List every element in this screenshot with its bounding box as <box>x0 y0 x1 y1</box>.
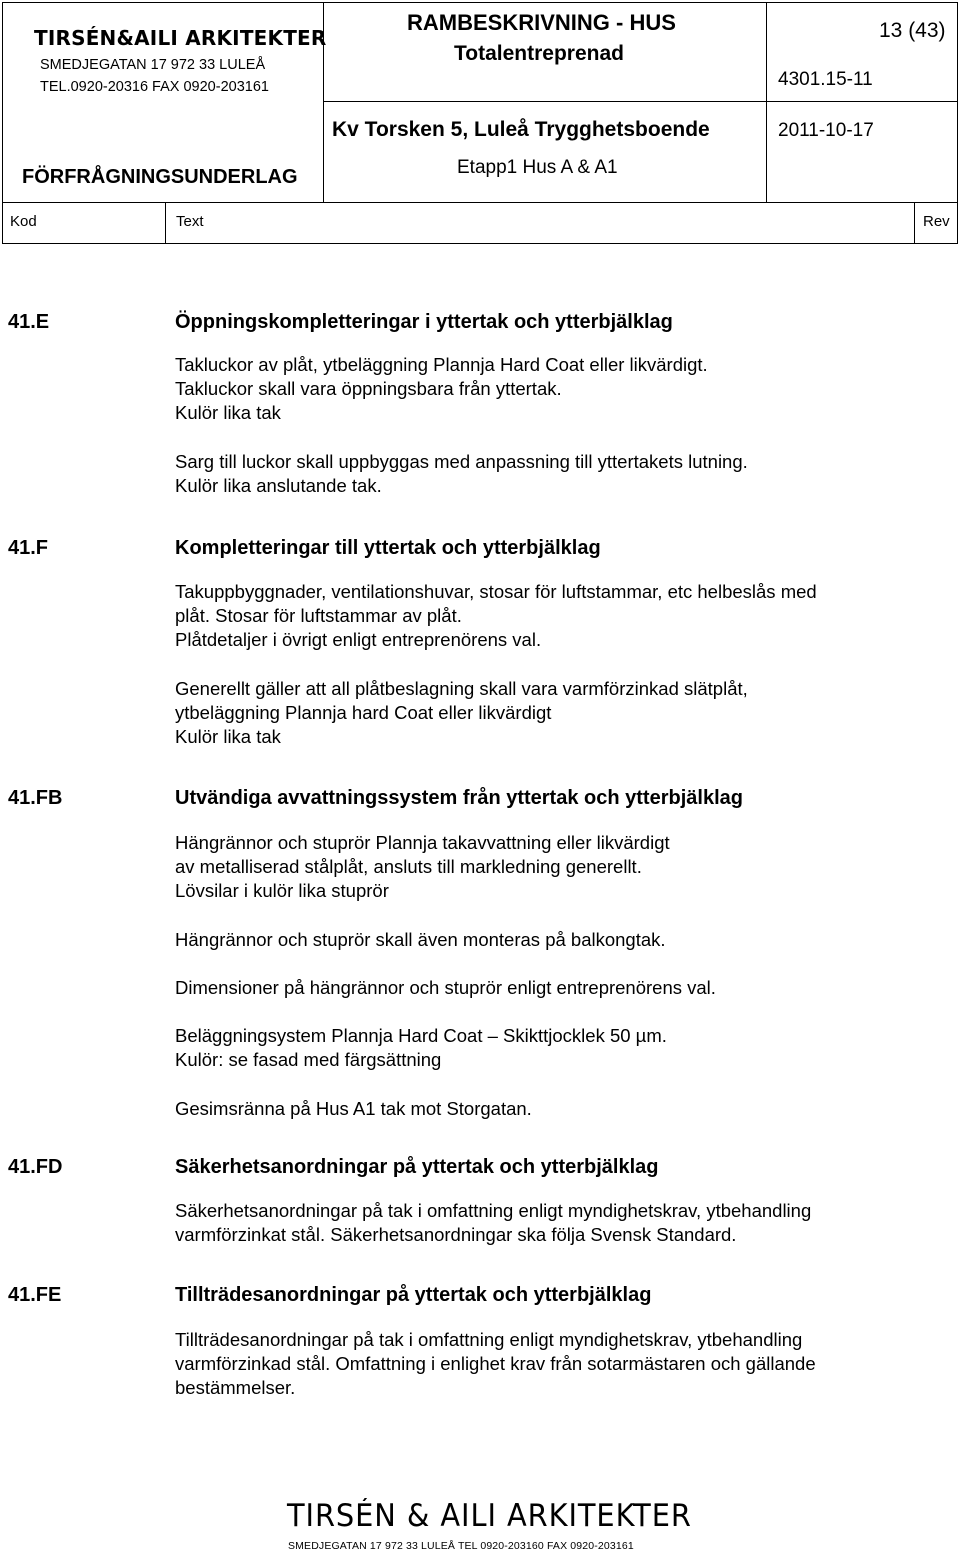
header-divider-columns <box>2 202 958 203</box>
section-heading: Säkerhetsanordningar på yttertak och ytterbjälklag <box>175 1156 659 1178</box>
section-line: varmförzinkad stål. Omfattning i enlighet krav från sotarmästaren och gällande <box>175 1353 816 1374</box>
company-logo: TIRSÉN&AILI ARKITEKTER <box>34 26 327 50</box>
document-date: 2011-10-17 <box>778 120 874 141</box>
section-line: Sarg till luckor skall uppbyggas med anpassning till yttertakets lutning. <box>175 451 748 472</box>
header-divider-project <box>323 101 958 102</box>
project-number: 4301.15-11 <box>778 69 873 90</box>
section-line: av metalliserad stålplåt, ansluts till markledning generellt. <box>175 856 642 877</box>
section-line: Plåtdetaljer i övrigt enligt entreprenörens val. <box>175 629 542 650</box>
section-code: 41.FB <box>8 787 63 809</box>
section-line: Beläggningsystem Plannja Hard Coat – Skikttjocklek 50 µm. <box>175 1025 667 1046</box>
section-line: bestämmelser. <box>175 1377 296 1398</box>
section-line: Lövsilar i kulör lika stuprör <box>175 880 389 901</box>
section-line: Takuppbyggnader, ventilationshuvar, stosar för luftstammar, etc helbeslås med <box>175 581 817 602</box>
document-title: RAMBESKRIVNING - HUS <box>407 10 676 35</box>
column-rev: Rev <box>923 213 950 230</box>
section-line: Säkerhetsanordningar på tak i omfattning enligt myndighetskrav, ytbehandling <box>175 1200 812 1221</box>
document-header <box>2 2 958 244</box>
section-line: Kulör lika tak <box>175 726 281 747</box>
section-line: Takluckor skall vara öppningsbara från yttertak. <box>175 378 562 399</box>
header-divider-rev <box>914 202 915 244</box>
section-line: Hängrännor och stuprör Plannja takavvattning eller likvärdigt <box>175 832 670 853</box>
column-text: Text <box>176 213 204 230</box>
company-phone: TEL.0920-20316 FAX 0920-203161 <box>40 79 269 95</box>
project-stage: Etapp1 Hus A & A1 <box>457 157 618 178</box>
section-line: Tillträdesanordningar på tak i omfattning enligt myndighetskrav, ytbehandling <box>175 1329 803 1350</box>
section-line: Takluckor av plåt, ytbeläggning Plannja Hard Coat eller likvärdigt. <box>175 354 708 375</box>
section-code: 41.FD <box>8 1156 63 1178</box>
header-divider-kod <box>165 202 166 244</box>
page-number: 13 (43) <box>879 19 946 42</box>
section-line: plåt. Stosar för luftstammar av plåt. <box>175 605 462 626</box>
section-line: Generellt gäller att all plåtbeslagning skall vara varmförzinkad slätplåt, <box>175 678 748 699</box>
header-border-left <box>2 2 3 244</box>
section-heading: Öppningskompletteringar i yttertak och ytterbjälklag <box>175 311 673 333</box>
company-address: SMEDJEGATAN 17 972 33 LULEÅ <box>40 57 266 73</box>
document-status: FÖRFRÅGNINGSUNDERLAG <box>22 166 298 188</box>
section-line: Kulör lika tak <box>175 402 281 423</box>
section-heading: Utvändiga avvattningssystem från yttertak och ytterbjälklag <box>175 787 743 809</box>
header-border-top <box>2 2 958 3</box>
section-heading: Tillträdesanordningar på yttertak och ytterbjälklag <box>175 1284 652 1306</box>
section-line: ytbeläggning Plannja hard Coat eller likvärdigt <box>175 702 552 723</box>
section-code: 41.E <box>8 311 50 333</box>
section-code: 41.FE <box>8 1284 62 1306</box>
section-code: 41.F <box>8 537 49 559</box>
section-line: Kulör: se fasad med färgsättning <box>175 1049 442 1070</box>
section-line: Hängrännor och stuprör skall även monteras på balkongtak. <box>175 929 666 950</box>
document-subtitle: Totalentreprenad <box>454 42 624 65</box>
header-border-bottom <box>2 243 958 244</box>
header-divider-meta <box>766 2 767 203</box>
section-line: Gesimsränna på Hus A1 tak mot Storgatan. <box>175 1098 532 1119</box>
column-kod: Kod <box>10 213 37 230</box>
section-heading: Kompletteringar till yttertak och ytterbjälklag <box>175 537 601 559</box>
section-line: varmförzinkat stål. Säkerhetsanordningar ska följa Svensk Standard. <box>175 1224 737 1245</box>
project-name: Kv Torsken 5, Luleå Trygghetsboende <box>332 118 710 141</box>
section-line: Dimensioner på hängrännor och stuprör enligt entreprenörens val. <box>175 977 716 998</box>
header-border-right <box>957 2 958 244</box>
section-line: Kulör lika anslutande tak. <box>175 475 382 496</box>
footer-address: SMEDJEGATAN 17 972 33 LULEÅ TEL 0920-203160 FAX 0920-203161 <box>288 1540 634 1552</box>
footer-company-logo: TIRSÉN & AILI ARKITEKTER <box>287 1498 692 1534</box>
